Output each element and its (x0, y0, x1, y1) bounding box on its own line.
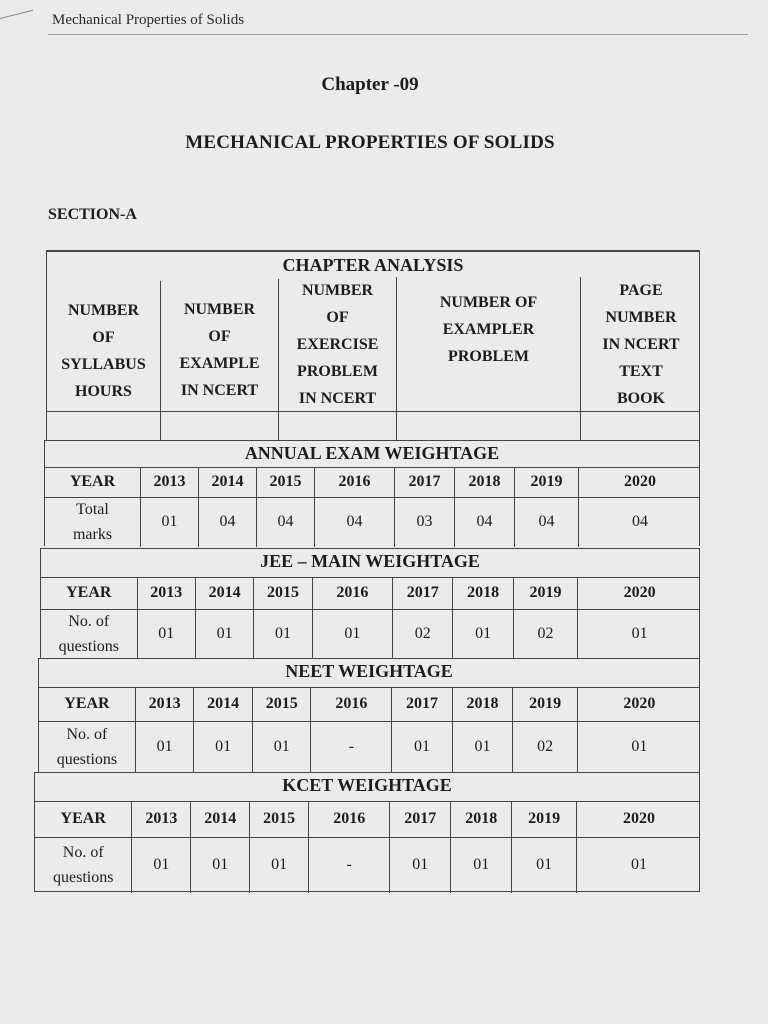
value-cell: 04 (455, 497, 515, 547)
year-cell: 2014 (191, 801, 250, 837)
chapter-title: MECHANICAL PROPERTIES OF SOLIDS (185, 132, 555, 153)
year-label: YEAR (41, 577, 138, 609)
year-cell: 2019 (512, 801, 577, 837)
value-cell: 01 (191, 837, 250, 893)
row-label (41, 609, 138, 659)
section-label: SECTION-A (48, 206, 137, 223)
row-label-text: Total marks (72, 501, 113, 543)
chapter-analysis-title: CHAPTER ANALYSIS (282, 255, 464, 275)
year-cell: 2020 (623, 695, 656, 712)
row-label-text: No. of questions (56, 726, 118, 768)
weightage-title: JEE – MAIN WEIGHTAGE (260, 551, 480, 571)
weightage-table-4 (34, 772, 700, 892)
weightage-table-1 (44, 440, 700, 546)
chapter-analysis-table (46, 250, 700, 440)
empty-cell (397, 411, 581, 441)
year-cell: 2013 (136, 687, 195, 721)
value-cell: 04 (632, 513, 648, 530)
year-cell: 2015 (253, 687, 312, 721)
value-cell: 01 (254, 609, 312, 659)
year-cell: 2016 (313, 577, 393, 609)
year-cell: 2013 (132, 801, 191, 837)
year-cell: 2013 (138, 577, 196, 609)
header-example-ncert: NUMBER OF EXAMPLE IN NCERT (161, 279, 279, 411)
weightage-table-3 (38, 658, 700, 772)
year-cell: 2018 (454, 577, 514, 609)
header-exercise-problem: NUMBER OF EXERCISE PROBLEM IN NCERT (279, 277, 397, 411)
year-cell: 2014 (196, 577, 254, 609)
value-cell: 04 (257, 497, 315, 547)
value-cell: 01 (138, 609, 196, 659)
table-divider (47, 251, 699, 252)
empty-cell (581, 411, 701, 441)
value-cell: 01 (313, 609, 393, 659)
value-cell: 01 (631, 856, 648, 873)
value-cell: 01 (631, 738, 648, 755)
year-cell: 2015 (250, 801, 309, 837)
year-cell: 2017 (393, 577, 453, 609)
running-header: Mechanical Properties of Solids (52, 12, 245, 28)
year-cell: 2020 (624, 473, 656, 490)
value-cell: 01 (141, 497, 199, 547)
year-cell: 2015 (254, 577, 312, 609)
year-label: YEAR (35, 801, 132, 837)
header-page-number: PAGE NUMBER IN NCERT TEXT BOOK (602, 281, 680, 407)
value-cell: 04 (515, 497, 579, 547)
year-cell: 2014 (194, 687, 253, 721)
value-cell: 01 (631, 625, 648, 642)
year-label: YEAR (39, 687, 136, 721)
weightage-title: KCET WEIGHTAGE (282, 775, 452, 795)
year-label: YEAR (45, 467, 141, 497)
empty-cell (161, 411, 279, 441)
year-cell: 2013 (141, 467, 199, 497)
year-cell: 2019 (514, 577, 578, 609)
year-cell: 2018 (455, 467, 515, 497)
year-cell: 2016 (309, 801, 390, 837)
value-cell: 02 (513, 721, 578, 773)
empty-cell (279, 411, 397, 441)
year-cell: 2014 (199, 467, 257, 497)
row-label (45, 497, 141, 547)
value-cell: 01 (136, 721, 195, 773)
value-cell: 02 (393, 609, 453, 659)
empty-cell (47, 411, 161, 441)
year-cell: 2018 (451, 801, 512, 837)
row-label (35, 837, 132, 893)
row-label (39, 721, 136, 773)
value-cell: 01 (512, 837, 577, 893)
year-cell: 2017 (392, 687, 453, 721)
year-cell: 2016 (311, 687, 392, 721)
year-cell: 2019 (515, 467, 579, 497)
value-cell: 01 (451, 837, 512, 893)
value-cell: 01 (454, 609, 514, 659)
weightage-title: NEET WEIGHTAGE (285, 661, 453, 681)
value-cell: - (311, 721, 392, 773)
page-corner-mark (0, 10, 33, 19)
year-cell: 2017 (395, 467, 455, 497)
year-cell: 2018 (453, 687, 514, 721)
weightage-title: ANNUAL EXAM WEIGHTAGE (244, 443, 500, 463)
value-cell: 01 (392, 721, 453, 773)
value-cell: 01 (194, 721, 253, 773)
value-cell: - (309, 837, 390, 893)
year-cell: 2017 (390, 801, 451, 837)
row-label-text: No. of questions (58, 613, 120, 655)
year-cell: 2020 (623, 810, 656, 827)
year-cell: 2019 (513, 687, 578, 721)
value-cell: 01 (196, 609, 254, 659)
value-cell: 02 (514, 609, 578, 659)
year-cell: 2016 (315, 467, 395, 497)
year-cell: 2015 (257, 467, 315, 497)
value-cell: 04 (199, 497, 257, 547)
value-cell: 01 (250, 837, 309, 893)
header-syllabus-hours: NUMBER OF SYLLABUS HOURS (47, 281, 161, 411)
row-label-text: No. of questions (53, 844, 114, 886)
value-cell: 04 (315, 497, 395, 547)
year-cell: 2020 (623, 584, 656, 601)
weightage-table-2 (40, 548, 700, 658)
header-rule (48, 34, 748, 35)
value-cell: 03 (395, 497, 455, 547)
value-cell: 01 (453, 721, 514, 773)
value-cell: 01 (132, 837, 191, 893)
header-exampler-problem: NUMBER OF EXAMPLER PROBLEM (397, 277, 581, 411)
value-cell: 01 (253, 721, 312, 773)
value-cell: 01 (390, 837, 451, 893)
chapter-number: Chapter -09 (321, 74, 419, 95)
